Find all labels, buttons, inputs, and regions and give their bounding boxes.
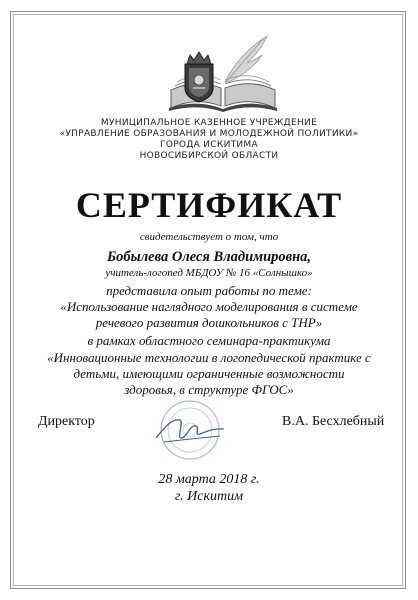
org-line-3: ГОРОДА ИСКИТИМА [160,140,258,150]
action-text: представила опыт работы по теме: [106,283,312,298]
org-line-4: НОВОСИБИРСКОЙ ОБЛАСТИ [139,151,279,161]
issue-date: 28 марта 2018 г. [158,472,260,487]
issue-city: г. Искитим [174,489,244,504]
org-line-2: «УПРАВЛЕНИЕ ОБРАЗОВАНИЯ И МОЛОДЕЖНОЙ ПОЛИТИКИ» [59,129,359,139]
certificate-title: СЕРТИФИКАТ [75,185,343,225]
topic-line-1: «Использование наглядного моделирования в системе [60,299,358,314]
recipient-position: учитель-логопед МБДОУ № 16 «Солнышко» [105,267,313,279]
topic-line-2: речевого развития дошкольников с ТНР» [95,315,323,330]
official-stamp-icon [150,398,230,462]
recipient-name: Бобылева Олеся Владимировна, [106,249,312,265]
event-line-2: детьми, имеющими ограниченные возможности [73,366,345,381]
org-line-1: МУНИЦИПАЛЬНОЕ КАЗЕННОЕ УЧРЕЖДЕНИЕ [100,118,318,128]
event-line-3: здоровья, в структуре ФГОС» [124,382,294,397]
event-intro: в рамках областного семинара-практикума [87,333,331,348]
event-line-1: «Инновационные технологии в логопедической практике с [47,350,371,365]
certifies-text: свидетельствует о том, что [139,231,279,243]
signatory-role: Директор [38,414,95,429]
book-quill-emblem-icon [163,30,283,112]
signatory-name: В.А. Бесхлебный [282,414,385,429]
